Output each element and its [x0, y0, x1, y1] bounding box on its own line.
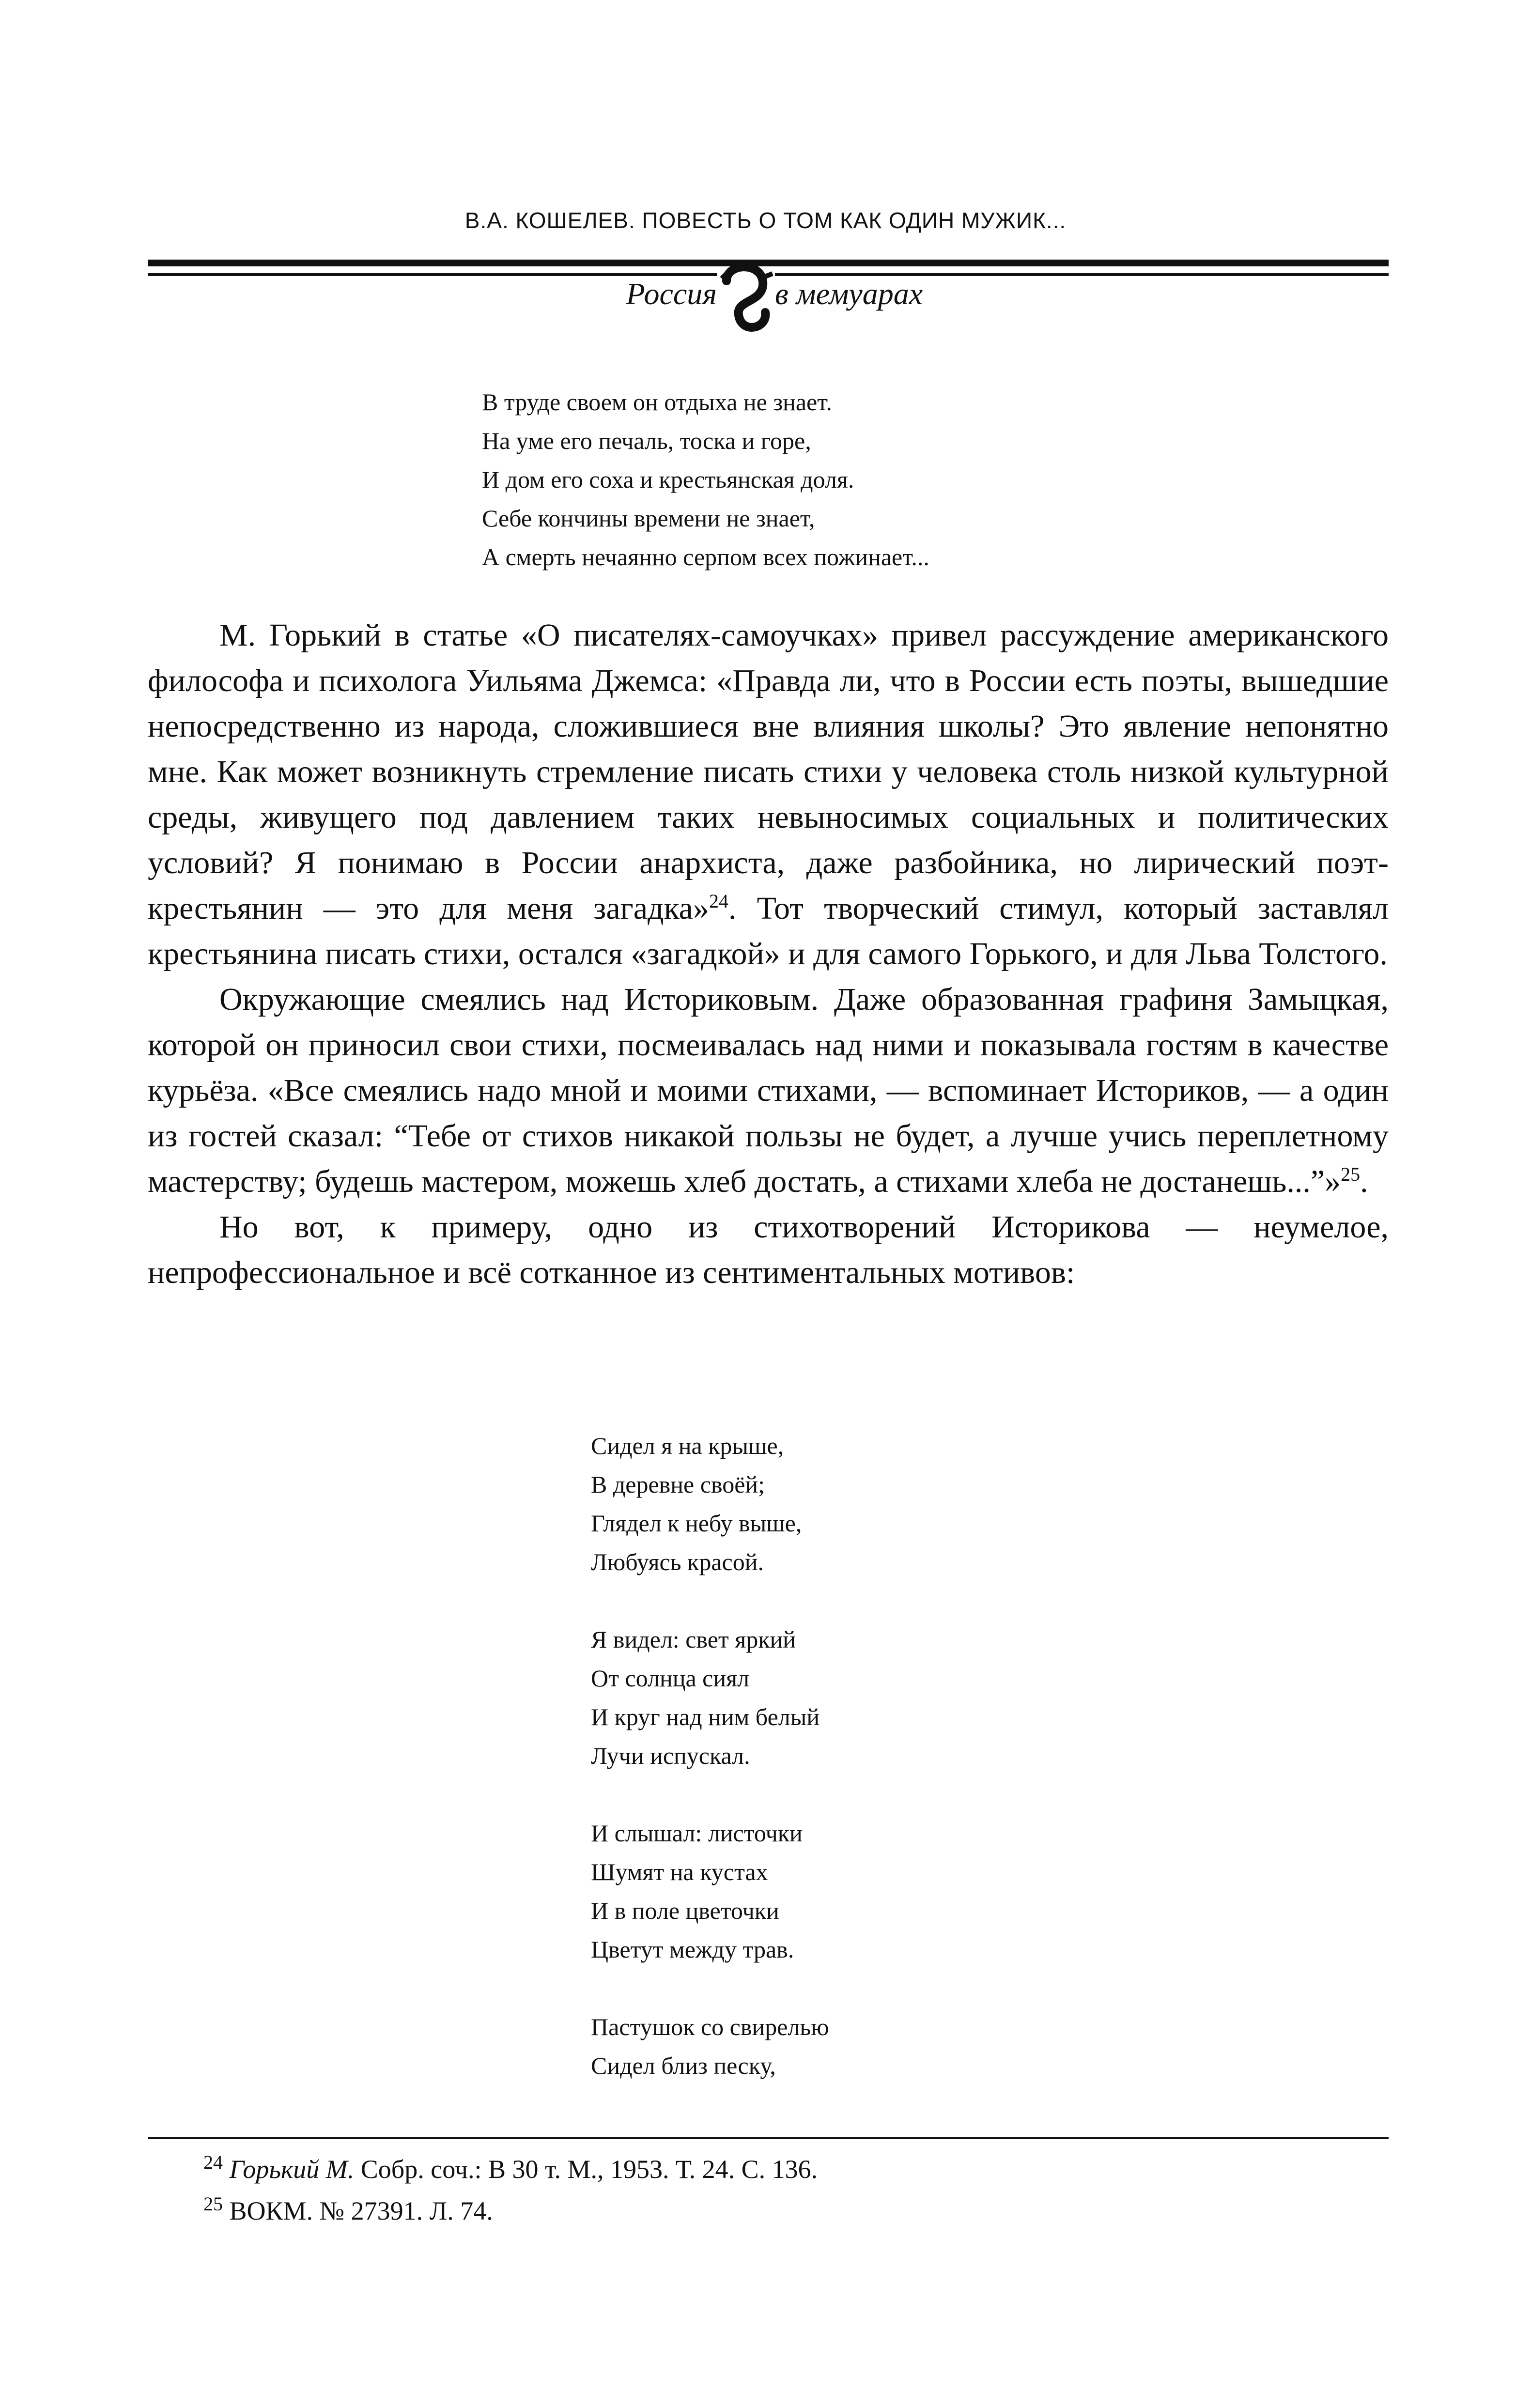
ornament-icon — [717, 252, 775, 349]
stanza-gap — [591, 1775, 829, 1814]
paragraph-text: М. Горький в статье «О писателях-самоучках» привел рассуждение американского философа и психолога Уильяма Джемса: «Правда ли, что в России есть поэты, вышедшие непосредственно из народа, сложившиеся вне влияния школы? Это явление непонятно мне. Как может возникнуть стремление писать стихи у человека столь низкой культурной среды, живущего под давлением таких невыносимых социальных и политических условий? Я понимаю в России анархиста, даже разбойника, но лирический поэт-крестьянин — это для меня загадка» — [148, 617, 1389, 926]
footnote-number: 24 — [203, 2151, 223, 2173]
footnote-25 — [203, 2190, 818, 2232]
footnote-author: Горький М. — [229, 2155, 355, 2184]
verse-line: И в поле цветочки — [591, 1897, 779, 1924]
verse-line: От солнца сиял — [591, 1665, 750, 1692]
verse-line: На уме его печаль, тоска и горе, — [482, 427, 811, 454]
paragraph-text: . — [1360, 1164, 1368, 1199]
paragraph — [148, 1204, 1389, 1296]
verse-line: Я видел: свет яркий — [591, 1626, 796, 1653]
paragraph — [148, 977, 1389, 1204]
footnote-text: Собр. соч.: В 30 т. М., 1953. Т. 24. С. 136. — [354, 2155, 818, 2184]
verse-line: В труде своем он отдыха не знает. — [482, 388, 832, 416]
footnotes — [203, 2148, 818, 2232]
verse-excerpt-1 — [482, 383, 929, 576]
verse-line: В деревне своёй; — [591, 1471, 765, 1498]
verse-line: И круг над ним белый — [591, 1703, 820, 1730]
running-title: В.А. КОШЕЛЕВ. ПОВЕСТЬ О ТОМ КАК ОДИН МУЖИК... — [464, 208, 1067, 233]
footnote-text: ВОКМ. № 27391. Л. 74. — [223, 2196, 493, 2225]
verse-line: Сидел близ песку, — [591, 2052, 776, 2079]
verse-line: Себе кончины времени не знает, — [482, 505, 815, 532]
paragraph — [148, 613, 1389, 977]
verse-line: И слышал: листочки — [591, 1820, 803, 1847]
stanza-gap — [591, 1969, 829, 2007]
verse-line: Пастушок со свирелью — [591, 2013, 829, 2040]
verse-line: Шумят на кустах — [591, 1858, 768, 1885]
verse-line: И дом его соха и крестьянская доля. — [482, 466, 854, 493]
verse-excerpt-2 — [591, 1426, 829, 2085]
verse-line: Лучи испускал. — [591, 1742, 750, 1769]
series-emblem — [504, 252, 1036, 349]
emblem-right-word: в мемуарах — [775, 277, 923, 311]
verse-line: Любуясь красой. — [591, 1548, 764, 1575]
stanza-gap — [591, 1581, 829, 1620]
verse-line: Сидел я на крыше, — [591, 1432, 784, 1459]
main-text — [148, 613, 1389, 1296]
emblem-left-word: Россия — [626, 277, 717, 311]
paragraph-text: Но вот, к примеру, одно из стихотворений Историкова — неумелое, непрофессиональное и всё сотканное из сентиментальных мотивов: — [148, 1209, 1389, 1290]
paragraph-text: . Тот творческий стимул, который заставлял крестьянина писать стихи, остался «загадкой» и для самого Горького, и для Льва Толстого. — [148, 891, 1389, 972]
verse-line: Цветут между трав. — [591, 1936, 794, 1963]
verse-line: Глядел к небу выше, — [591, 1510, 802, 1537]
paragraph-text: Окружающие смеялись над Историковым. Даже образованная графиня Замыцкая, которой он приносил свои стихи, посмеивалась над ними и показывала гостям в качестве курьёза. «Все смеялись надо мной и моими стихами, — вспоминает Историков, — а один из гостей сказал: “Тебе от стихов никакой пользы не будет, а лучше учись переплетному мастерству; будешь мастером, можешь хлеб достать, а стихами хлеба не достанешь...”» — [148, 982, 1389, 1199]
footnote-24 — [203, 2148, 818, 2190]
footnote-rule — [148, 2137, 1389, 2139]
footnote-number: 25 — [203, 2193, 223, 2215]
verse-line: А смерть нечаянно серпом всех пожинает... — [482, 543, 929, 571]
footnote-ref[interactable]: 25 — [1341, 1163, 1361, 1185]
footnote-ref[interactable]: 24 — [709, 890, 728, 912]
